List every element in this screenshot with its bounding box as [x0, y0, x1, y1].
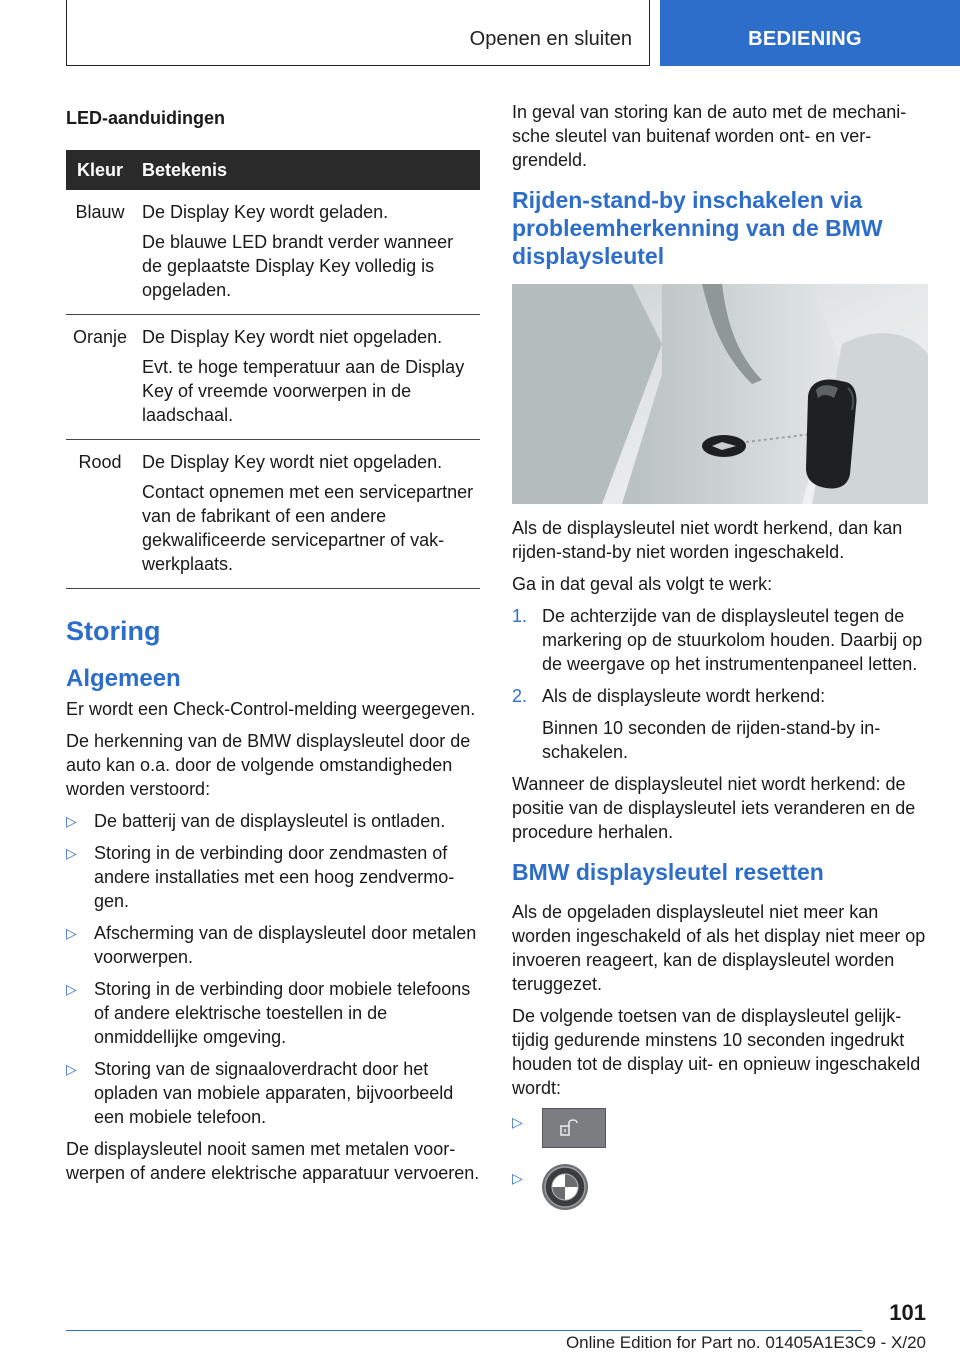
led-table [66, 150, 480, 589]
paragraph: In geval van storing kan de auto met de mechanische sleutel van buitenaf worden ont- en vergrendeld. [512, 102, 907, 170]
standby-heading: Rijden-stand-by inschakelen via probleemherkenning van de BMW displaysleutel [512, 187, 883, 269]
list-item [512, 604, 928, 676]
triangle-bullet-icon: ▷ [66, 925, 77, 941]
triangle-bullet-icon: ▷ [66, 845, 77, 861]
list-item: ▷ Storing in de verbinding door mobiele telefoons of andere elektrische toestellen in de onmiddellijke omgeving. [66, 979, 471, 1047]
left-column [66, 100, 480, 1193]
meaning-line-1: De Display Key wordt niet opgeladen. [142, 452, 443, 472]
meaning-line-2: Contact opnemen met een servicepartner van de fabrikant of een andere gekwalificeerde servicepartner of vakwerkplaats. [142, 482, 474, 574]
led-meaning-cell [134, 440, 480, 589]
section-title: Openen en sluiten [469, 28, 632, 50]
paragraph: Als de opgeladen displaysleutel niet meer kan worden ingeschakeld of als het display niet meer op invoeren reageert, kan de displaysleutel worden teruggezet. [512, 902, 926, 994]
table-row [66, 315, 480, 440]
step-text: De achterzijde van de displaysleutel tegen de markering op de stuurkolom houden. Daarbij op de weergave op het instrumentenpaneel letten. [542, 606, 923, 674]
meaning-line-2: Evt. te hoge temperatuur aan de Display Key of vreemde voorwerpen in de laadschaal. [142, 357, 465, 425]
meaning-line-2: De blauwe LED brandt verder wanneer de geplaatste Display Key volledig is opgeladen. [142, 232, 454, 300]
triangle-bullet-icon: ▷ [512, 1114, 523, 1130]
triangle-bullet-icon: ▷ [66, 1061, 77, 1077]
list-item [512, 1164, 928, 1210]
led-color-cell: Blauw [66, 190, 134, 315]
unlock-button-icon [542, 1108, 606, 1148]
steering-column-key-illustration [512, 284, 928, 504]
list-item: ▷ Storing in de verbinding door zendmasten of andere installaties met een hoog zendvermogen. [66, 843, 455, 911]
step-number: 1. [512, 606, 528, 626]
triangle-bullet-icon: ▷ [66, 813, 77, 829]
list-item: ▷ Storing van de signaaloverdracht door het opladen van mobiele apparaten, bijvoorbeeld een mobiele telefoon. [66, 1059, 454, 1127]
meaning-line-1: De Display Key wordt geladen. [142, 202, 389, 222]
reset-heading: BMW displaysleutel resetten [512, 859, 824, 885]
edition-footer: Online Edition for Part no. 01405A1E3C9 - X/20 [565, 1333, 926, 1352]
triangle-bullet-icon: ▷ [512, 1170, 523, 1186]
paragraph: Er wordt een Check-Control-melding weergegeven. [66, 699, 476, 719]
col-meaning-header: Betekenis [134, 150, 480, 190]
table-row [66, 440, 480, 589]
paragraph: Ga in dat geval als volgt te werk: [512, 574, 773, 594]
storing-heading: Storing [66, 616, 161, 646]
step-subtext: Binnen 10 seconden de rijden-stand-by inschakelen. [542, 718, 881, 762]
disturbance-list [66, 809, 480, 1129]
led-color-cell: Oranje [66, 315, 134, 440]
paragraph: De displaysleutel nooit samen met metalen voorwerpen of andere elektrische apparatuur vervoeren. [66, 1139, 480, 1183]
bmw-logo-button-icon [542, 1164, 588, 1210]
paragraph: De herkenning van de BMW displaysleutel door de auto kan o.a. door de volgende omstandigheden worden verstoord: [66, 731, 471, 799]
led-color-cell: Rood [66, 440, 134, 589]
led-heading: LED-aanduidingen [66, 108, 225, 128]
led-table-header [66, 150, 480, 190]
footer-divider [66, 1330, 862, 1331]
reset-key-list [512, 1108, 928, 1210]
list-item [512, 1108, 928, 1154]
col-color-header: Kleur [66, 150, 134, 190]
right-column [512, 100, 928, 1220]
table-row [66, 190, 480, 315]
standby-steps [512, 604, 928, 764]
led-meaning-cell [134, 315, 480, 440]
list-item: ▷ Afscherming van de displaysleutel door metalen voorwerpen. [66, 923, 477, 967]
meaning-line-1: De Display Key wordt niet opgeladen. [142, 327, 443, 347]
paragraph: De volgende toetsen van de displaysleutel gelijktijdig gedurende minstens 10 seconden ingedrukt houden tot de display uit- en opnieuw ingeschakeld wordt: [512, 1006, 921, 1098]
triangle-bullet-icon: ▷ [66, 981, 77, 997]
chapter-tab [660, 0, 960, 66]
list-item: ▷ De batterij van de displaysleutel is ontladen. [66, 811, 446, 831]
algemeen-heading: Algemeen [66, 665, 181, 692]
paragraph: Als de displaysleutel niet wordt herkend, dan kan rijden-stand-by niet worden ingeschakeld. [512, 518, 903, 562]
paragraph: Wanneer de displaysleutel niet wordt herkend: de positie van de displaysleutel iets veranderen en de procedure herhalen. [512, 774, 916, 842]
list-item [512, 684, 928, 764]
step-number: 2. [512, 686, 528, 706]
page-number: 101 [889, 1300, 926, 1325]
chapter-tab-label: BEDIENING [748, 28, 862, 50]
illustration-svg [512, 284, 928, 504]
led-meaning-cell [134, 190, 480, 315]
step-text: Als de displaysleute wordt herkend: [542, 686, 826, 706]
